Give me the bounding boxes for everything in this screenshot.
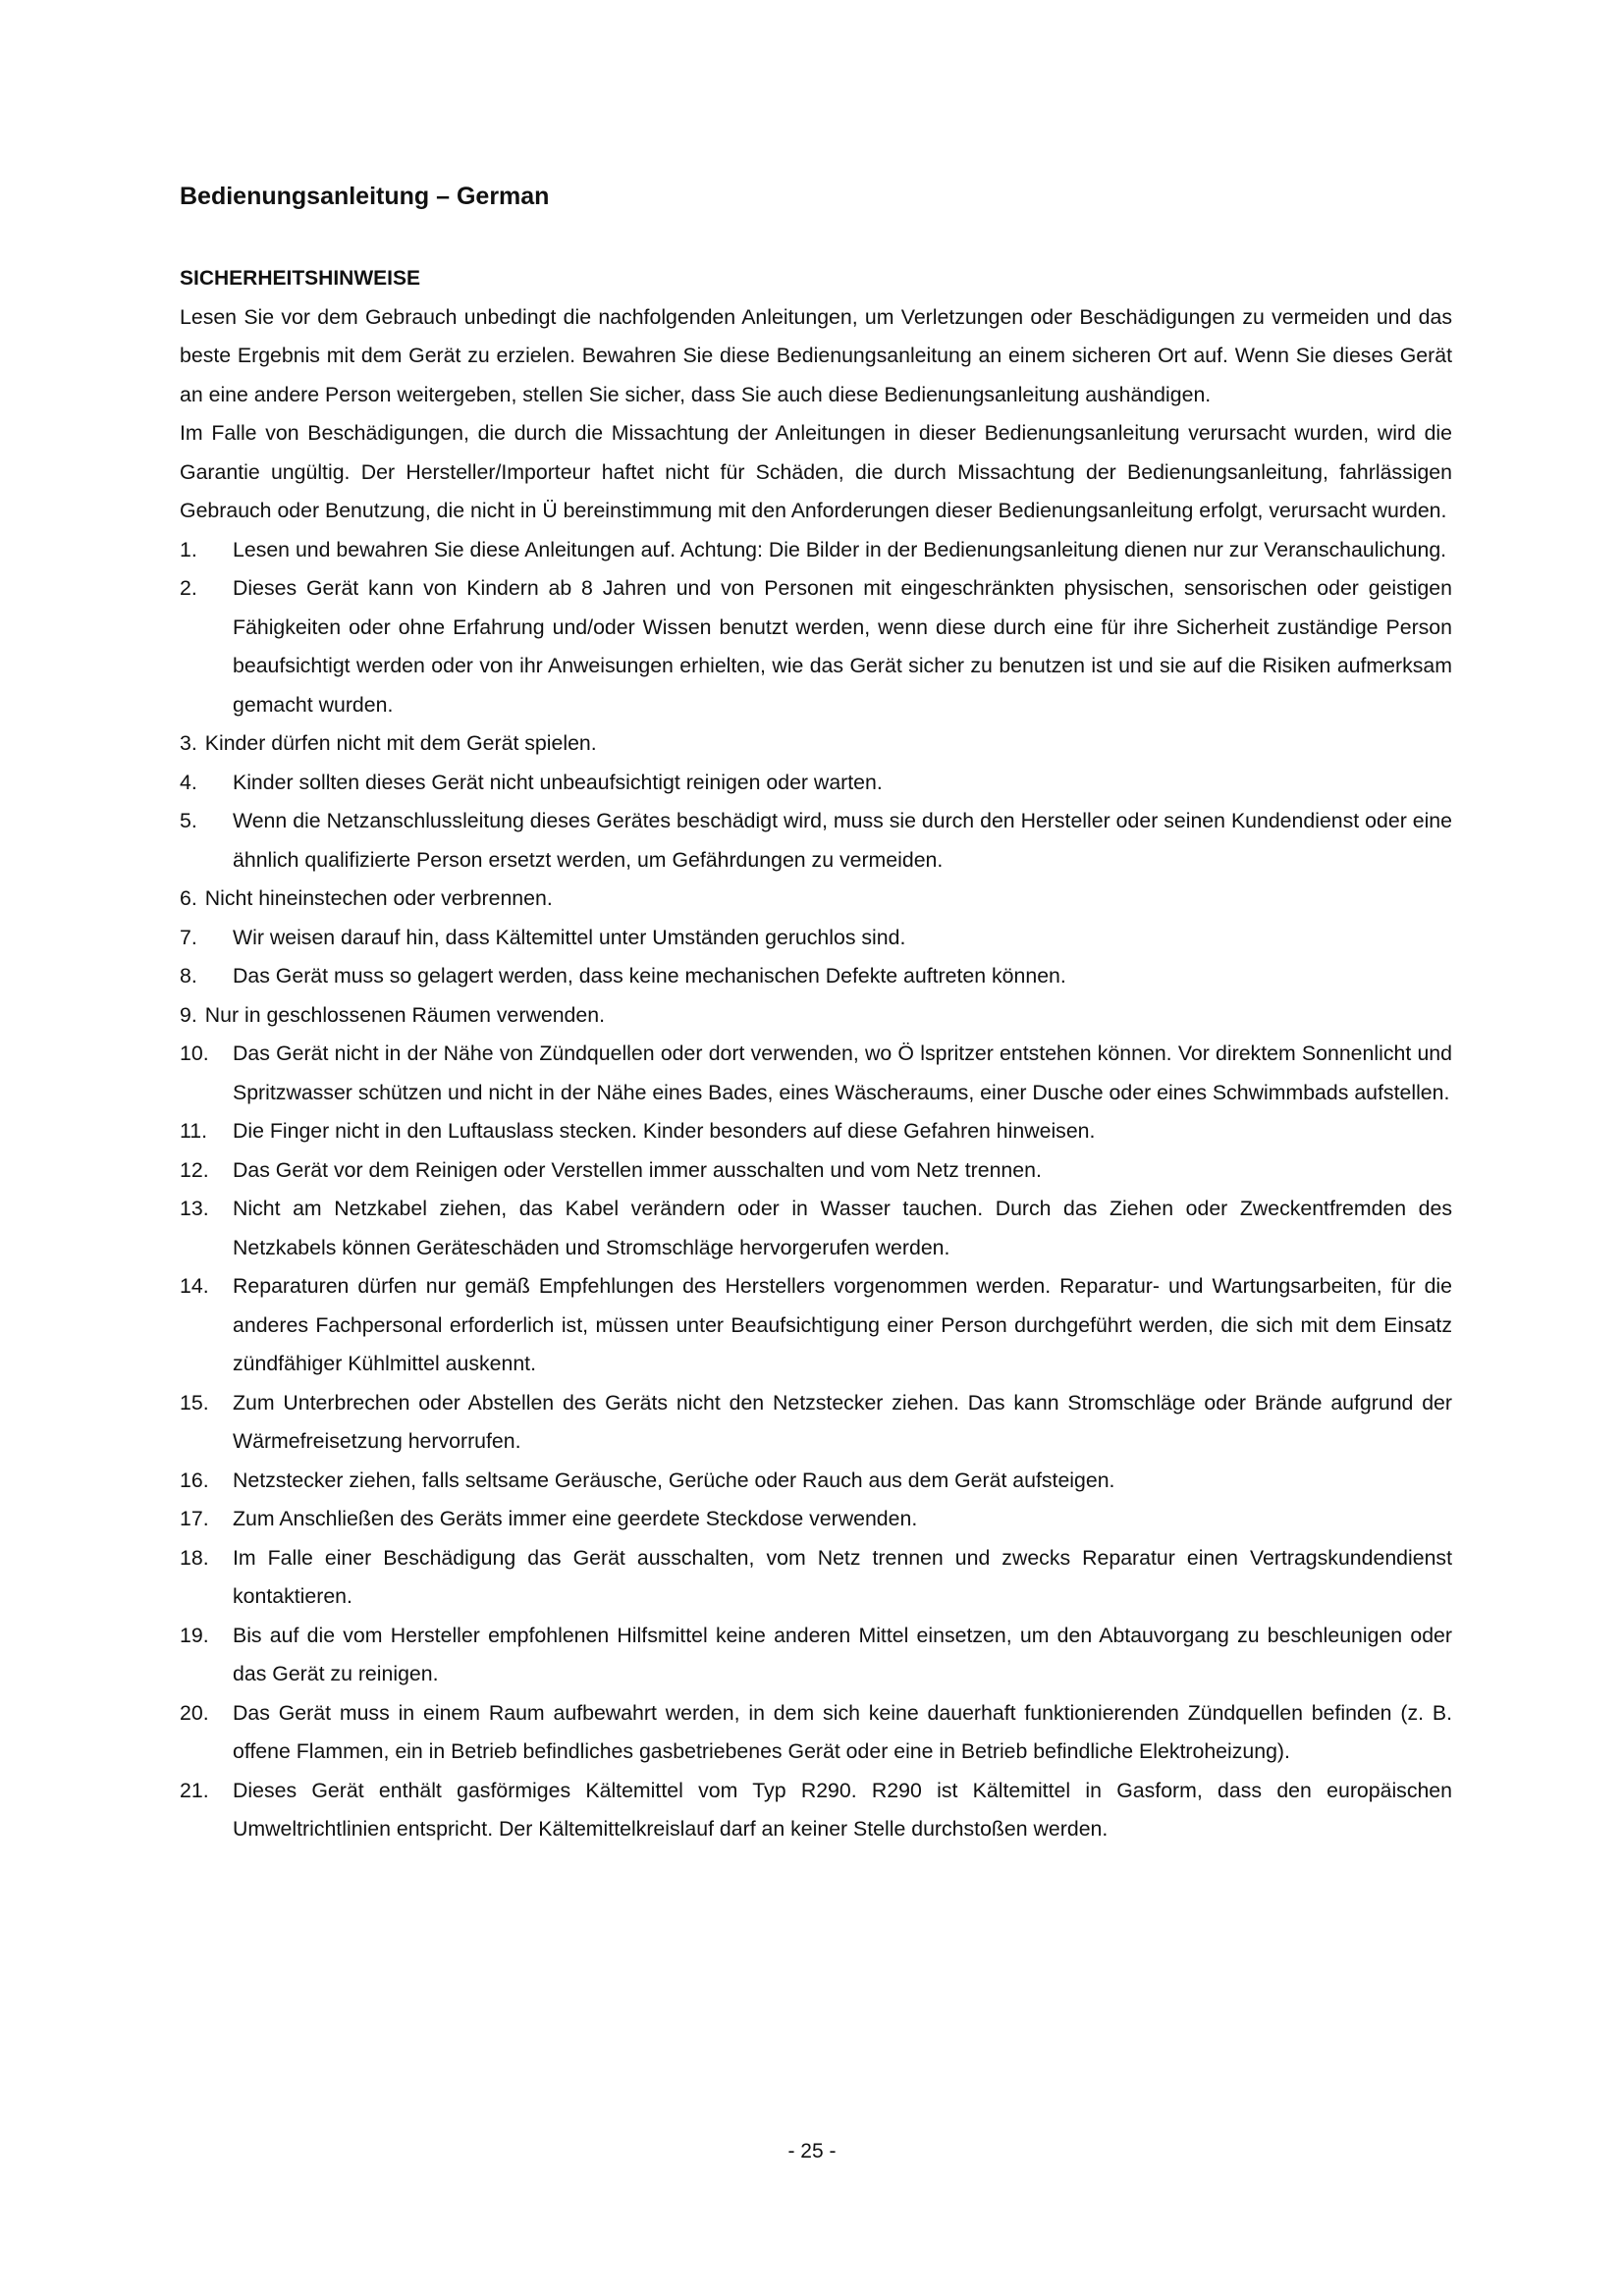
list-item-text: Zum Unterbrechen oder Abstellen des Geräts nicht den Netzstecker ziehen. Das kann Stromschläge oder Brände aufgrund der Wärmefreisetzung hervorrufen. (233, 1390, 1452, 1453)
list-item (180, 1462, 1452, 1501)
list-item (180, 880, 1452, 919)
section-body (180, 298, 1452, 1849)
list-item-number: 13. (180, 1197, 209, 1220)
list-item-text: Netzstecker ziehen, falls seltsame Geräusche, Gerüche oder Rauch aus dem Gerät aufsteigen. (233, 1468, 1115, 1492)
list-item-number: 12. (180, 1157, 209, 1182)
list-item (180, 1500, 1452, 1539)
list-item-number: 17. (180, 1507, 209, 1530)
list-item-text: Reparaturen dürfen nur gemäß Empfehlungen des Herstellers vorgenommen werden. Reparatur- und Wartungsarbeiten, für die anderes Fachpersonal erforderlich ist, müssen unter Beaufsichtigung einer Person durchgeführt werden, die sich mit dem Einsatz zündfähiger Kühlmittel auskennt. (233, 1274, 1452, 1375)
list-item-number: 8. (180, 964, 197, 988)
list-item-text: Wenn die Netzanschlussleitung dieses Gerätes beschädigt wird, muss sie durch den Hersteller oder seinen Kundendienst oder eine ähnlich qualifizierte Person ersetzt werden, um Gefährdungen zu vermeiden. (233, 809, 1452, 872)
list-item-text: Nicht hineinstechen oder verbrennen. (204, 886, 553, 910)
list-item (180, 1035, 1452, 1112)
list-item-number: 21. (180, 1778, 209, 1802)
list-item-number: 14. (180, 1274, 209, 1298)
list-item-text: Das Gerät muss in einem Raum aufbewahrt werden, in dem sich keine dauerhaft funktionierenden Zündquellen befinden (z. B. offene Flammen, ein in Betrieb befindliches gasbetriebenes Gerät oder eine in Betrieb befindliche Elektroheizung). (233, 1700, 1452, 1763)
list-item (180, 1694, 1452, 1772)
list-item (180, 1267, 1452, 1384)
list-item-number: 10. (180, 1041, 209, 1065)
list-item-text: Das Gerät nicht in der Nähe von Zündquellen oder dort verwenden, wo Ö lspritzer entstehen können. Vor direktem Sonnenlicht und Spritzwasser schützen und nicht in der Nähe eines Bades, eines Wäscheraums, einer Dusche oder eines Schwimmbads aufstellen. (233, 1041, 1452, 1104)
list-item-text: Dieses Gerät enthält gasförmiges Kältemittel vom Typ R290. R290 ist Kältemittel in Gasform, dass den europäischen Umweltrichtlinien entspricht. Der Kältemittelkreislauf darf an keiner Stelle durchstoßen werden. (233, 1778, 1452, 1841)
list-item (180, 919, 1452, 958)
list-item-text: Dieses Gerät kann von Kindern ab 8 Jahren und von Personen mit eingeschränkten physischen, sensorischen oder geistigen Fähigkeiten oder ohne Erfahrung und/oder Wissen benutzt werden, wenn diese durch eine für ihre Sicherheit zuständige Person beaufsichtigt werden oder von ihr Anweisungen erhielten, wie das Gerät sicher zu benutzen ist und sie auf die Risiken aufmerksam gemacht wurden. (233, 576, 1452, 717)
list-item (180, 724, 1452, 764)
list-item-number: 3. (180, 731, 197, 755)
list-item-number: 18. (180, 1545, 209, 1570)
list-item (180, 1112, 1452, 1151)
list-item-text: Lesen und bewahren Sie diese Anleitungen auf. Achtung: Die Bilder in der Bedienungsanleitung dienen nur zur Veranschaulichung. (233, 537, 1447, 561)
list-item (180, 1617, 1452, 1694)
list-item (180, 1772, 1452, 1849)
list-item-text: Nicht am Netzkabel ziehen, das Kabel verändern oder in Wasser tauchen. Durch das Ziehen oder Zweckentfremden des Netzkabels können Geräteschäden und Stromschläge hervorgerufen werden. (233, 1197, 1452, 1259)
list-item (180, 1539, 1452, 1617)
list-item-number: 4. (180, 770, 197, 794)
intro-paragraph: Im Falle von Beschädigungen, die durch die Missachtung der Anleitungen in dieser Bedienungsanleitung verursacht wurden, wird die Garantie ungültig. Der Hersteller/Importeur haftet nicht für Schäden, die durch Missachtung der Bedienungsanleitung, fahrlässigen Gebrauch oder Benutzung, die nicht in Ü bereinstimmung mit den Anforderungen dieser Bedienungsanleitung erfolgt, verursacht wurden. (180, 421, 1452, 522)
list-item (180, 569, 1452, 724)
list-item (180, 996, 1452, 1036)
list-item-text: Wir weisen darauf hin, dass Kältemittel unter Umständen geruchlos sind. (233, 925, 906, 949)
list-item-text: Zum Anschließen des Geräts immer eine geerdete Steckdose verwenden. (233, 1507, 918, 1530)
list-item-number: 15. (180, 1390, 209, 1415)
list-item-text: Kinder dürfen nicht mit dem Gerät spielen. (204, 731, 597, 755)
list-item (180, 531, 1452, 570)
list-item (180, 802, 1452, 880)
section-heading: SICHERHEITSHINWEISE (180, 267, 421, 290)
document-title: Bedienungsanleitung – German (180, 183, 550, 210)
list-item-number: 20. (180, 1700, 209, 1725)
page-number: - 25 - (787, 2140, 837, 2163)
list-item-number: 11. (180, 1119, 208, 1143)
list-item-number: 5. (180, 809, 197, 832)
list-item (180, 1384, 1452, 1462)
list-item-text: Im Falle einer Beschädigung das Gerät ausschalten, vom Netz trennen und zwecks Reparatur einen Vertragskundendienst kontaktieren. (233, 1545, 1452, 1608)
list-item-number: 6. (180, 886, 197, 910)
list-item-text: Die Finger nicht in den Luftauslass stecken. Kinder besonders auf diese Gefahren hinweisen. (233, 1119, 1096, 1143)
list-item-text: Nur in geschlossenen Räumen verwenden. (204, 1002, 606, 1027)
list-item-text: Das Gerät muss so gelagert werden, dass keine mechanischen Defekte auftreten können. (233, 964, 1066, 988)
list-item (180, 1151, 1452, 1191)
list-item-text: Kinder sollten dieses Gerät nicht unbeaufsichtigt reinigen oder warten. (233, 770, 883, 794)
document-page (180, 177, 1452, 1849)
list-item-number: 7. (180, 925, 197, 949)
safety-list (180, 531, 1452, 1849)
list-item (180, 764, 1452, 803)
list-item-number: 2. (180, 576, 197, 600)
list-item (180, 957, 1452, 996)
list-item-text: Bis auf die vom Hersteller empfohlenen Hilfsmittel keine anderen Mittel einsetzen, um den Abtauvorgang zu beschleunigen oder das Gerät zu reinigen. (233, 1623, 1452, 1685)
intro-paragraph: Lesen Sie vor dem Gebrauch unbedingt die nachfolgenden Anleitungen, um Verletzungen oder Beschädigungen zu vermeiden und das beste Ergebnis mit dem Gerät zu erzielen. Bewahren Sie diese Bedienungsanleitung an einem sicheren Ort auf. Wenn Sie dieses Gerät an eine andere Person weitergeben, stellen Sie sicher, dass Sie auch diese Bedienungsanleitung aushändigen. (180, 304, 1452, 406)
list-item-number: 9. (180, 1002, 197, 1027)
list-item-number: 1. (180, 537, 197, 561)
list-item-text: Das Gerät vor dem Reinigen oder Verstellen immer ausschalten und vom Netz trennen. (233, 1157, 1042, 1182)
list-item-number: 16. (180, 1468, 209, 1492)
list-item-number: 19. (180, 1623, 209, 1647)
list-item (180, 1190, 1452, 1267)
